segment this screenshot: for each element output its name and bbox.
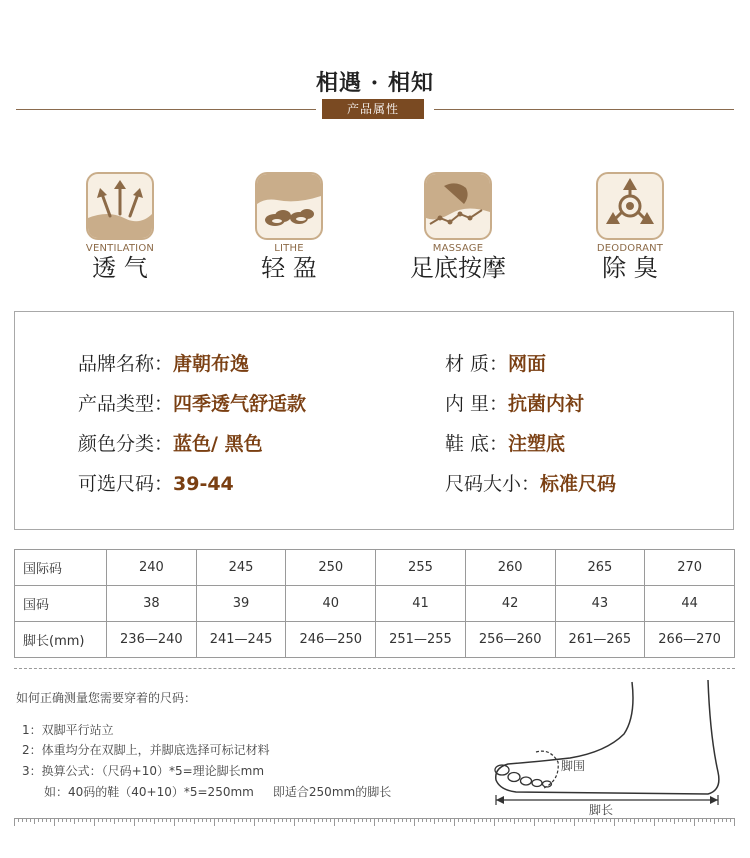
attr-value: 39-44 — [173, 473, 234, 495]
feature-zh-label: 透 气 — [92, 254, 148, 282]
deodorant-fan-icon — [596, 172, 664, 240]
foot-girth-label: 脚围 — [561, 759, 586, 773]
row-header: 脚长(mm) — [15, 622, 107, 658]
attr-size — [78, 472, 234, 496]
table-cell: 245 — [196, 550, 286, 586]
table-cell: 266—270 — [645, 622, 735, 658]
table-cell: 270 — [645, 550, 735, 586]
feature-en-label: LITHE — [274, 243, 304, 254]
table-cell: 44 — [645, 586, 735, 622]
header-divider-left — [16, 109, 316, 110]
table-row — [15, 622, 735, 658]
feature-zh-label: 足底按摩 — [410, 254, 506, 282]
attr-key: 鞋 底： — [445, 433, 509, 455]
section-divider — [14, 668, 735, 669]
attr-key: 材 质： — [445, 353, 509, 375]
attr-material — [445, 352, 546, 376]
measure-title: 如何正确测量您需要穿着的尺码： — [16, 691, 197, 705]
table-cell: 43 — [555, 586, 645, 622]
table-cell: 251—255 — [376, 622, 466, 658]
foot-diagram-icon — [486, 676, 734, 816]
feature-en-label: DEODORANT — [596, 243, 664, 254]
product-attributes-panel — [14, 311, 734, 530]
table-cell: 241—245 — [196, 622, 286, 658]
measure-step-3: 3：换算公式：（尺码+10）*5=理论脚长mm — [22, 764, 265, 778]
table-cell: 255 — [376, 550, 466, 586]
table-cell: 260 — [465, 550, 555, 586]
section-badge: 产品属性 — [322, 99, 424, 119]
table-cell: 41 — [376, 586, 466, 622]
feature-zh-label: 轻 盈 — [261, 254, 317, 282]
table-cell: 240 — [107, 550, 197, 586]
feature-lithe — [224, 172, 354, 282]
attr-value: 唐朝布逸 — [173, 353, 250, 375]
attr-key: 可选尺码： — [78, 473, 174, 495]
table-cell: 250 — [286, 550, 376, 586]
ruler-strip — [14, 818, 735, 827]
feature-ventilation — [55, 172, 185, 282]
table-cell: 42 — [465, 586, 555, 622]
attr-lining — [445, 392, 584, 416]
table-row — [15, 586, 735, 622]
table-cell: 39 — [196, 586, 286, 622]
attr-brand — [78, 352, 249, 376]
row-header: 国际码 — [15, 550, 107, 586]
cloud-shoe-icon — [255, 172, 323, 240]
feature-en-label: VENTILATION — [85, 243, 155, 254]
table-cell: 256—260 — [465, 622, 555, 658]
size-table — [14, 549, 735, 658]
measure-example: 如：40码的鞋（40+10）*5=250mm 即适合250mm的脚长 — [44, 785, 392, 799]
table-cell: 265 — [555, 550, 645, 586]
attr-value: 网面 — [508, 353, 547, 375]
table-cell: 38 — [107, 586, 197, 622]
foot-length-label: 脚长 — [589, 803, 614, 817]
measure-step-2: 2：体重均分在双脚上，并脚底选择可标记材料 — [22, 743, 270, 757]
row-header: 国码 — [15, 586, 107, 622]
header-divider-right — [434, 109, 734, 110]
foot-massage-icon — [424, 172, 492, 240]
attr-value: 蓝色/ 黑色 — [173, 433, 263, 455]
page-title: 相遇 · 相知 — [316, 70, 434, 96]
attr-fit — [445, 472, 616, 496]
feature-zh-label: 除 臭 — [602, 254, 658, 282]
attr-value: 注塑底 — [508, 433, 566, 455]
ventilation-arrows-icon — [86, 172, 154, 240]
attr-key: 产品类型： — [78, 393, 174, 415]
table-cell: 40 — [286, 586, 376, 622]
attr-value: 抗菌内衬 — [508, 393, 585, 415]
attr-key: 尺码大小： — [445, 473, 541, 495]
feature-deodorant — [565, 172, 695, 282]
attr-type — [78, 392, 306, 416]
attr-key: 颜色分类： — [78, 433, 174, 455]
table-cell: 236—240 — [107, 622, 197, 658]
table-cell: 261—265 — [555, 622, 645, 658]
measure-step-1: 1：双脚平行站立 — [22, 723, 114, 737]
attr-value: 标准尺码 — [540, 473, 617, 495]
table-row — [15, 550, 735, 586]
attr-key: 内 里： — [445, 393, 509, 415]
attr-sole — [445, 432, 565, 456]
attr-value: 四季透气舒适款 — [173, 393, 307, 415]
attr-key: 品牌名称： — [78, 353, 174, 375]
table-cell: 246—250 — [286, 622, 376, 658]
feature-massage — [393, 172, 523, 282]
feature-en-label: MASSAGE — [432, 243, 484, 254]
attr-color — [78, 432, 263, 456]
